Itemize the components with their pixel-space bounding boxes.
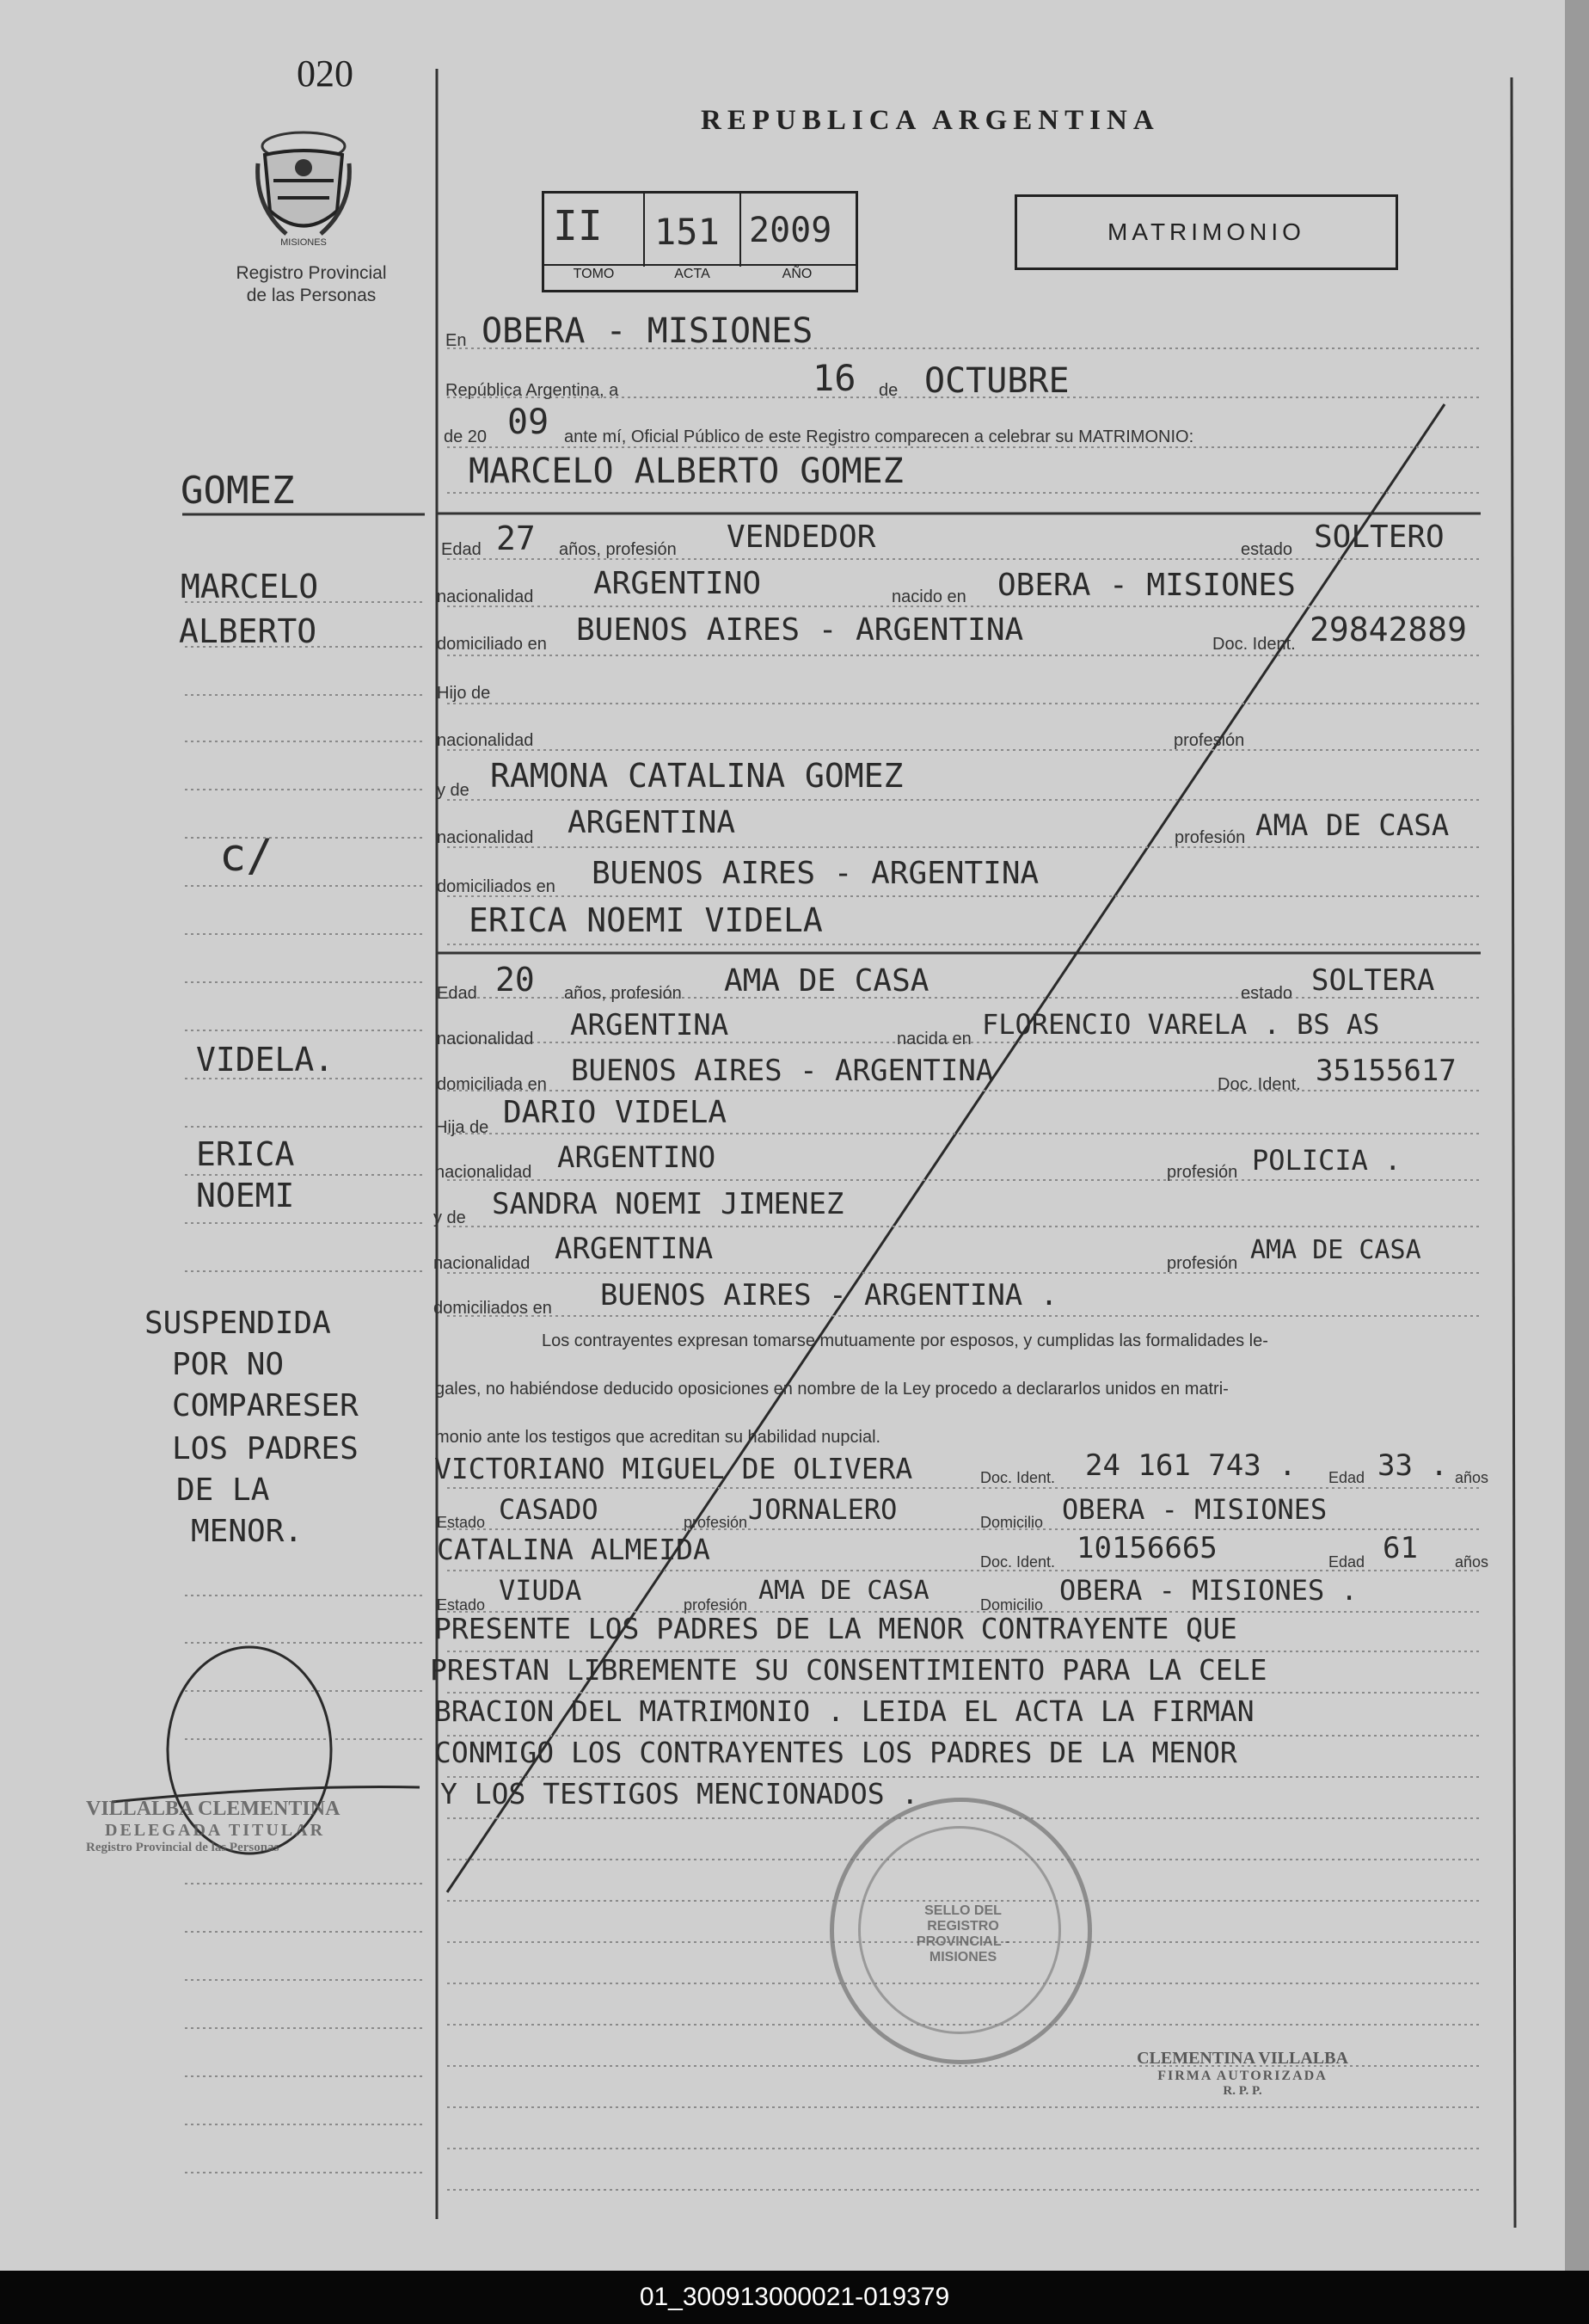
witness2-domicilio: OBERA - MISIONES . [1059,1574,1358,1607]
label-anos: años [1455,1469,1489,1486]
label-edad-2: Edad [437,984,477,1003]
acta-tomo: II [553,202,603,250]
label-estado-cap-2: Estado [437,1596,486,1614]
label-domiciliados-en: domiciliados en [437,877,555,896]
label-domiciliados-en-2: domiciliados en [433,1299,552,1318]
official-stamp-line2: FIRMA AUTORIZADA [1157,2069,1328,2083]
bride-edad: 20 [495,961,535,999]
bride-full-name: ERICA NOEMI VIDELA [469,901,823,939]
round-seal [830,1798,1092,2064]
formal-text-3: monio ante los testigos que acreditan su habilidad nupcial. [435,1428,881,1447]
label-estado-2: estado [1241,984,1293,1003]
formal-text-1: Los contrayentes expresan tomarse mutuamente por esposos, y cumplidas las formalidades le- [542,1331,1268,1350]
left-stamp-line4: Registro Provincial de las Personas [86,1841,279,1854]
witness1-name: VICTORIANO MIGUEL DE OLIVERA [434,1452,913,1485]
acta-label: ACTA [674,267,710,281]
label-nacionalidad-3: nacionalidad [437,828,534,847]
note-line-4: CONMIGO LOS CONTRAYENTES LOS PADRES DE LA MENOR [434,1736,1237,1769]
acta-year: 2009 [749,211,832,250]
doc-type-box: MATRIMONIO [1015,194,1398,270]
label-hijo-de: Hijo de [437,684,491,703]
label-doc-ident: Doc. Ident. [1212,635,1296,654]
coat-of-arms-icon [248,120,359,249]
margin-note-3: COMPARESER [172,1388,359,1423]
note-line-2: PRESTAN LIBREMENTE SU CONSENTIMIENTO PARA LA CELE [430,1653,1267,1687]
witness2-estado: VIUDA [499,1574,582,1607]
label-domiciliada-en: domiciliada en [437,1075,547,1094]
note-line-5: Y LOS TESTIGOS MENCIONADOS . [440,1777,919,1811]
label-domicilio-2: Domicilio [980,1596,1044,1614]
label-edad-3: Edad [1328,1469,1365,1486]
margin-surname-2: VIDELA. [196,1041,334,1079]
label-anos-2: años [1455,1553,1489,1571]
label-republica: República Argentina, a [445,381,619,400]
label-doc-ident-4: Doc. Ident. [980,1553,1056,1571]
label-de: de [879,381,899,400]
label-doc-ident-2: Doc. Ident. [1218,1075,1301,1094]
groom-mother-nacionalidad: ARGENTINA [568,805,736,840]
label-profesion: profesión [1174,731,1245,750]
bride-mother: SANDRA NOEMI JIMENEZ [492,1187,844,1221]
anio-label: AÑO [782,267,813,281]
official-stamp-line3: R. P. P. [1223,2084,1262,2098]
groom-mother-profesion: AMA DE CASA [1255,808,1450,843]
margin-note-1: SUSPENDIDA [144,1306,331,1341]
country-title: REPUBLICA ARGENTINA [701,105,1160,136]
witness2-edad: 61 [1383,1531,1418,1565]
label-profesion-5: profesión [684,1514,748,1531]
bride-profesion: AMA DE CASA [724,963,929,999]
groom-doc: 29842889 [1310,611,1468,649]
groom-estado: SOLTERO [1314,520,1445,555]
label-nacionalidad-5: nacionalidad [435,1163,532,1182]
label-estado: estado [1241,540,1293,559]
page-number: 020 [297,52,353,95]
bride-mother-nacionalidad: ARGENTINA [555,1232,714,1266]
label-en: En [445,331,467,350]
witness1-doc: 24 161 743 . [1085,1448,1297,1483]
tomo-label: TOMO [573,267,615,281]
label-nacionalidad-2: nacionalidad [437,731,534,750]
registry-name-line1: Registro Provincial [236,263,387,283]
label-profesion-3: profesión [1167,1163,1238,1182]
label-nacionalidad: nacionalidad [437,587,534,606]
witness1-profesion: JORNALERO [748,1493,898,1526]
left-stamp-line1: VILLALBA CLEMENTINA [86,1798,340,1820]
bride-nacionalidad: ARGENTINA [570,1008,729,1042]
left-stamp-line2: DELEGADA [105,1821,223,1840]
registry-name-line2: de las Personas [246,286,377,305]
acta-number: 151 [654,211,720,253]
formal-text-2: gales, no habiéndose deducido oposiciones en nombre de la Ley procedo a declararlos unidos en matri- [435,1380,1229,1399]
label-y-de: y de [437,781,469,800]
place-value: OBERA - MISIONES [482,311,813,351]
acta-box [542,191,858,292]
witness2-profesion: AMA DE CASA [758,1576,929,1606]
day-value: 16 [813,357,856,399]
month-value: OCTUBRE [924,361,1070,401]
label-edad-4: Edad [1328,1553,1365,1571]
bride-mother-profesion: AMA DE CASA [1250,1235,1421,1265]
label-ante-mi: ante mí, Oficial Público de este Registro comparecen a celebrar su MATRIMONIO: [564,427,1194,446]
label-profesion-4: profesión [1167,1254,1238,1273]
registry-name [199,262,423,307]
year-value: 09 [507,403,549,442]
witness2-name: CATALINA ALMEIDA [437,1533,710,1566]
label-anos-profesion: años, profesión [559,540,677,559]
official-stamp-line1: CLEMENTINA VILLALBA [1137,2049,1348,2068]
official-stamp [1105,2049,1380,2099]
label-doc-ident-3: Doc. Ident. [980,1469,1056,1486]
note-line-3: BRACION DEL MATRIMONIO . LEIDA EL ACTA LA FIRMAN [434,1694,1255,1728]
witness2-doc: 10156665 [1077,1531,1218,1565]
bride-doc: 35155617 [1316,1054,1457,1088]
svg-text:MISIONES: MISIONES [280,237,327,248]
label-domiciliado-en: domiciliado en [437,635,547,654]
margin-note-2: POR NO [172,1347,285,1382]
note-line-1: PRESENTE LOS PADRES DE LA MENOR CONTRAYENTE QUE [434,1612,1237,1645]
groom-nacionalidad: ARGENTINO [593,566,762,601]
margin-given-1: MARCELO [181,568,319,606]
label-nacionalidad-6: nacionalidad [433,1254,531,1273]
round-seal-text: SELLO DEL REGISTRO PROVINCIAL - MISIONES [916,1903,1010,1964]
margin-given-2: ALBERTO [179,612,317,650]
margin-note-6: MENOR. [191,1514,304,1549]
label-profesion-6: profesión [684,1596,748,1614]
groom-profesion: VENDEDOR [727,520,876,555]
bride-parents-domicilio: BUENOS AIRES - ARGENTINA . [600,1278,1058,1313]
label-nacido-en: nacido en [892,587,966,606]
groom-mother: RAMONA CATALINA GOMEZ [490,757,904,795]
margin-con: c/ [219,830,273,882]
label-domicilio: Domicilio [980,1514,1044,1531]
left-stamp-line3: TITULAR [228,1821,326,1840]
label-nacionalidad-4: nacionalidad [437,1030,534,1048]
witness1-estado: CASADO [499,1493,598,1526]
label-de20: de 20 [444,427,488,446]
witness1-edad: 33 . [1377,1448,1448,1483]
margin-surname: GOMEZ [181,469,295,513]
bride-father: DARIO VIDELA [503,1095,727,1130]
label-hija-de: Hija de [435,1118,489,1137]
witness1-domicilio: OBERA - MISIONES [1062,1493,1328,1526]
margin-given-4: NOEMI [196,1177,295,1214]
label-estado-cap: Estado [437,1514,486,1531]
groom-domicilio: BUENOS AIRES - ARGENTINA [576,612,1024,648]
label-nacida-en: nacida en [897,1030,972,1048]
bride-estado: SOLTERA [1311,963,1435,998]
bride-nacida-en: FLORENCIO VARELA . BS AS [982,1008,1380,1041]
label-profesion-2: profesión [1175,828,1246,847]
label-edad: Edad [441,540,482,559]
left-stamp [86,1798,340,1855]
groom-parents-domicilio: BUENOS AIRES - ARGENTINA [592,856,1040,891]
margin-given-3: ERICA [196,1135,295,1173]
bride-father-nacionalidad: ARGENTINO [557,1140,716,1175]
image-id-footer: 01_300913000021-019379 [0,2271,1589,2324]
margin-note-4: LOS PADRES [172,1431,359,1466]
page-edge [1565,0,1589,2271]
label-y-de-2: y de [433,1208,466,1227]
bride-domicilio: BUENOS AIRES - ARGENTINA [571,1054,994,1088]
groom-edad: 27 [496,520,536,557]
groom-full-name: MARCELO ALBERTO GOMEZ [469,452,904,491]
label-anos-profesion-2: años, profesión [564,984,682,1003]
groom-nacido-en: OBERA - MISIONES [997,568,1296,603]
bride-father-profesion: POLICIA . [1252,1144,1402,1177]
margin-note-5: DE LA [176,1472,270,1508]
